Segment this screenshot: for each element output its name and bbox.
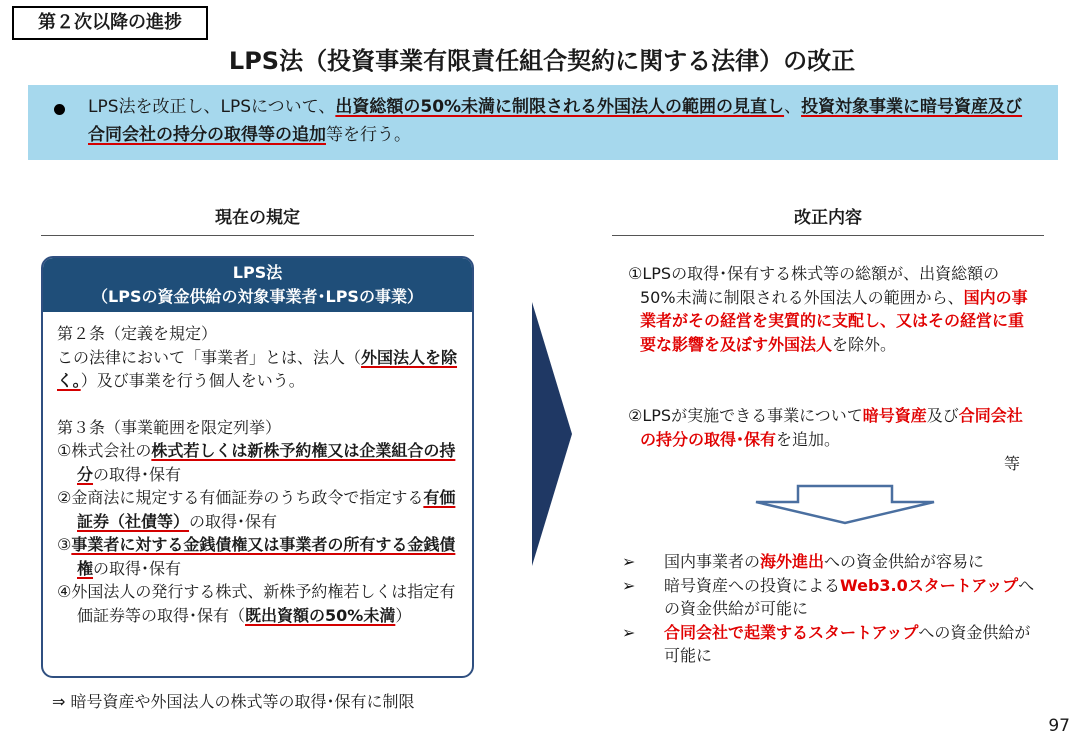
effect-item-2: ➢ 暗号資産への投資によるWeb3.0スタートアップへの資金供給が可能に: [622, 575, 1035, 618]
left-footnote: ⇒ 暗号資産や外国法人の株式等の取得･保有に制限: [52, 692, 415, 711]
article-2-title: 第２条（定義を規定）: [57, 324, 218, 343]
bullet-dot-icon: [54, 104, 65, 115]
etc-label: 等: [1004, 454, 1021, 473]
right-heading-rule: [612, 235, 1044, 236]
left-heading: 現在の規定: [215, 208, 300, 228]
article-3-item-2: ②金商法に規定する有価証券のうち政令で指定する有価証券（社債等）の取得･保有: [57, 488, 456, 531]
article-3-item-3: ③事業者に対する金銭債権又は事業者の所有する金銭債権の取得･保有: [57, 535, 456, 578]
summary-highlight-1: 出資総額の50%未満に制限される外国法人の範囲の見直し: [335, 97, 785, 117]
article-3-item-4: ④外国法人の発行する株式、新株予約権若しくは指定有価証券等の取得･保有（既出資額の50%未満）: [57, 582, 456, 625]
effects-list: [622, 550, 1046, 668]
summary-highlight-2: 投資対象事業に暗号資産及び合同会社の持分の取得等の追加: [88, 97, 1023, 145]
right-heading: 改正内容: [794, 208, 862, 228]
page-title: LPS法（投資事業有限責任組合契約に関する法律）の改正: [228, 47, 856, 75]
down-arrow-icon: [752, 484, 938, 526]
article-2-text: この法律において「事業者」とは、法人（外国法人を除く。）及び事業を行う個人をいう。: [57, 347, 458, 390]
effect-item-1: ➢ 国内事業者の海外進出への資金供給が容易に: [622, 552, 985, 571]
amendment-point-1: ①LPSの取得･保有する株式等の総額が、出資総額の50%未満に制限される外国法人の範囲から、国内の事業者がその経営を実質的に支配し、又はその経営に重要な影響を及ぼす外国法人を除外。: [628, 264, 1028, 354]
box-body: [43, 312, 472, 627]
article-3-item-1: ①株式会社の株式若しくは新株予約権又は企業組合の持分の取得･保有: [57, 441, 456, 484]
current-law-box: [41, 256, 474, 678]
page-number: 97: [1048, 716, 1070, 736]
box-header: LPS法 （LPSの資金供給の対象事業者･LPSの事業）: [43, 258, 472, 312]
right-arrow-icon: [530, 300, 574, 568]
article-3-title: 第３条（事業範囲を限定列挙）: [57, 417, 282, 437]
left-heading-rule: [41, 235, 474, 236]
effect-item-3: ➢ 合同会社で起業するスタートアップへの資金供給が可能に: [622, 622, 1031, 665]
section-tag: 第２次以降の進捗: [12, 6, 208, 40]
summary-banner: LPS法を改正し、LPSについて、出資総額の50%未満に制限される外国法人の範囲の見直し、投資対象事業に暗号資産及び合同会社の持分の取得等の追加等を行う。: [28, 85, 1058, 160]
amendment-point-2: ②LPSが実施できる事業について暗号資産及び合同会社の持分の取得･保有を追加。: [628, 406, 1023, 449]
